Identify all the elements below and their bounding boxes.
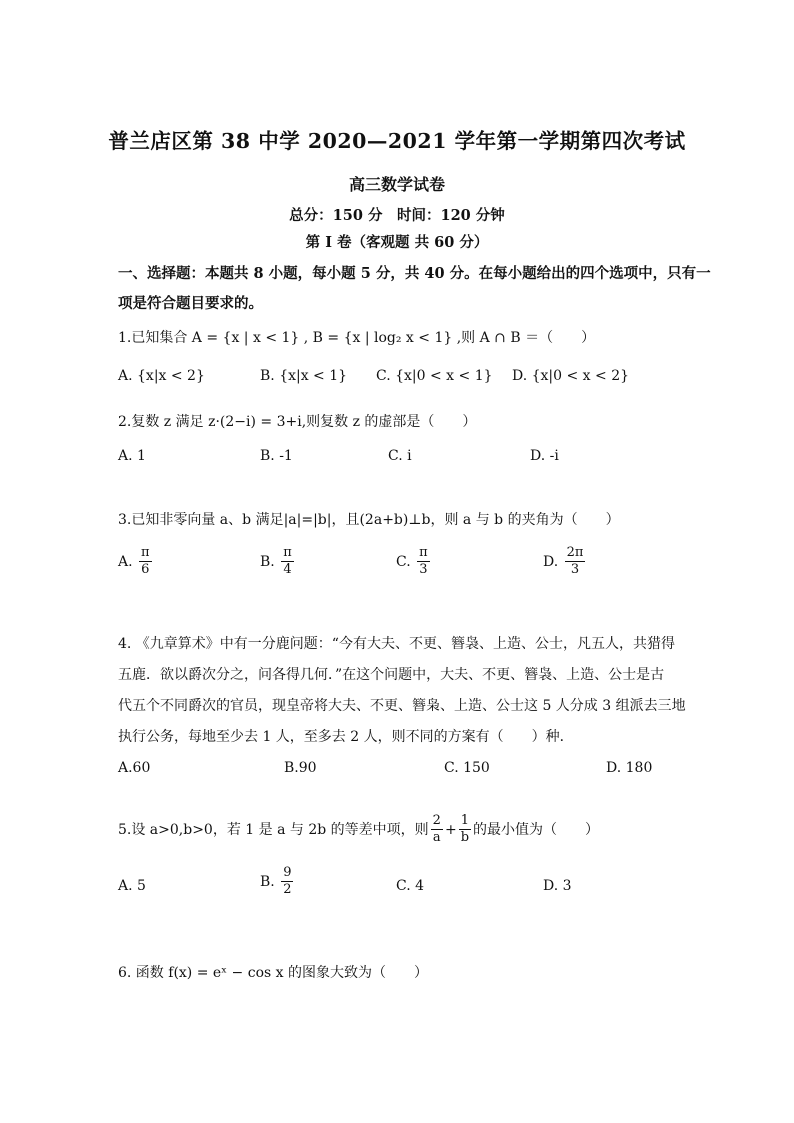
question-3-option-a [118, 546, 154, 578]
stem-text: 5.设 a>0,b>0，若 1 是 a 与 2b 的等差中项，则 [118, 821, 429, 838]
question-2-stem: 2.复数 z 满足 z·(2−i) = 3+i,则复数 z 的虚部是（ ） [118, 414, 477, 430]
question-2-option-b: B. -1 [260, 448, 293, 464]
stem-text: 的最小值为（ ） [473, 821, 600, 838]
question-3-option-d [543, 546, 587, 578]
question-1-stem: 1.已知集合 A = {x | x < 1} , B = {x | log₂ x < 1} ,则 A ∩ B ＝（ ） [118, 330, 596, 346]
question-2-option-c: C. i [388, 448, 412, 464]
question-2-option-a: A. 1 [118, 448, 146, 464]
question-4-line-3: 代五个不同爵次的官员，现皇帝将大夫、不更、簪枭、上造、公士这 5 人分成 3 组派去三地 [118, 698, 686, 714]
question-1-option-d: D. {x|0 < x < 2} [512, 368, 630, 384]
question-3-stem: 3.已知非零向量 a、b 满足|a|=|b|，且(2a+b)⊥b，则 a 与 b 的夹角为（ ） [118, 512, 620, 528]
question-5-stem [118, 814, 599, 846]
fraction-numerator: π [139, 546, 152, 562]
question-4-line-2: 五鹿．欲以爵次分之，问各得几何．”在这个问题中，大夫、不更、簪袅、上造、公士是古 [118, 667, 665, 683]
fraction [139, 546, 152, 578]
question-4-option-c: C. 150 [444, 760, 490, 776]
option-letter: B. [260, 553, 275, 570]
fraction [417, 546, 430, 578]
question-4-option-d: D. 180 [606, 760, 653, 776]
question-5-option-c: C. 4 [396, 878, 425, 894]
question-4-option-b: B.90 [284, 760, 317, 776]
fraction [565, 546, 586, 578]
question-5-option-b [260, 866, 295, 898]
fraction [281, 866, 293, 898]
fraction-numerator: 1 [459, 814, 471, 830]
fraction [459, 814, 471, 846]
question-4-line-1: 4. 《九章算术》中有一分鹿问题：“今有大夫、不更、簪袅、上造、公士，凡五人，共猎得 [118, 636, 675, 652]
fraction-numerator: π [281, 546, 294, 562]
fraction-denominator: 6 [141, 562, 150, 578]
section-heading-line-1: 一、选择题：本题共 8 小题，每小题 5 分，共 40 分。在每小题给出的四个选项中，只有一 [118, 265, 711, 282]
fraction-numerator: 2π [565, 546, 586, 562]
question-1-option-a: A. {x|x < 2} [118, 368, 205, 384]
option-letter: A. [118, 553, 133, 570]
fraction-denominator: 4 [283, 562, 292, 578]
fraction-denominator: b [460, 830, 470, 846]
fraction-numerator: 2 [431, 814, 443, 830]
option-letter: B. [260, 873, 275, 890]
fraction-denominator: 3 [570, 562, 580, 578]
exam-meta: 总分：150 分 时间：120 分钟 [289, 207, 505, 224]
question-1-option-b: B. {x|x < 1} [260, 368, 348, 384]
question-5-option-d: D. 3 [543, 878, 572, 894]
section-heading-line-2: 项是符合题目要求的。 [118, 295, 263, 312]
option-letter: C. [396, 553, 411, 570]
fraction-denominator: 2 [283, 882, 292, 898]
exam-subtitle: 高三数学试卷 [348, 175, 445, 194]
fraction-denominator: a [432, 830, 441, 846]
option-letter: D. [543, 553, 559, 570]
question-4-line-4: 执行公务，每地至少去 1 人，至多去 2 人，则不同的方案有（ ）种． [118, 729, 574, 745]
question-6-stem: 6. 函数 f(x) = eˣ − cos x 的图象大致为（ ） [118, 965, 428, 981]
exam-title: 普兰店区第 38 中学 2020—2021 学年第一学期第四次考试 [108, 129, 686, 153]
plus-sign: + [444, 821, 457, 838]
fraction-denominator: 3 [419, 562, 428, 578]
fraction-numerator: 9 [281, 866, 293, 882]
volume-heading: 第 I 卷（客观题 共 60 分） [305, 234, 489, 251]
question-5-option-a: A. 5 [118, 878, 146, 894]
question-3-option-b [260, 546, 296, 578]
question-2-option-d: D. -i [530, 448, 559, 464]
question-4-option-a: A.60 [118, 760, 151, 776]
fraction [281, 546, 294, 578]
fraction-numerator: π [417, 546, 430, 562]
question-3-option-c [396, 546, 432, 578]
question-1-option-c: C. {x|0 < x < 1} [376, 368, 493, 384]
fraction [431, 814, 443, 846]
